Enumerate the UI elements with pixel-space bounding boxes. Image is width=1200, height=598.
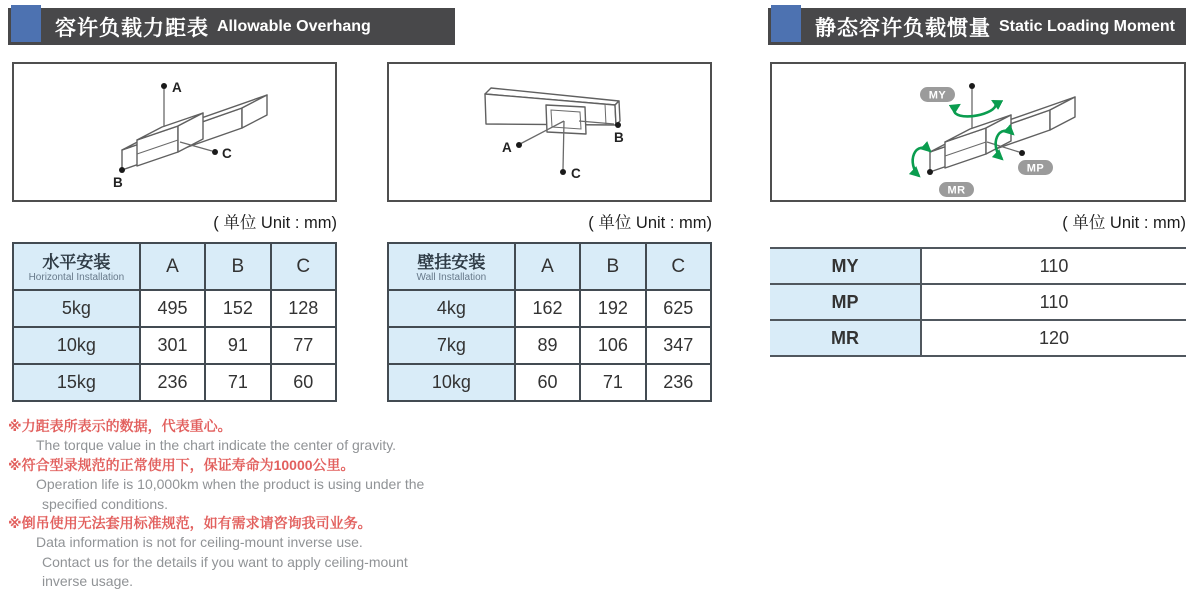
table-header-row [388, 243, 711, 290]
moment-value-cell: 110 [921, 248, 1186, 284]
load-cell: 5kg [13, 290, 140, 327]
load-cell: 10kg [13, 327, 140, 364]
column-header-a: A [140, 243, 205, 290]
section-title-en: Allowable Overhang [217, 17, 371, 35]
moment-value-cell: 120 [921, 320, 1186, 356]
install-type-en: Horizontal Installation [28, 272, 125, 283]
moment-label-cell: MY [770, 248, 921, 284]
unit-label-wall: ( 单位 Unit : mm) [588, 214, 712, 232]
wall-rail-drawing [389, 64, 710, 200]
point-a-dot [516, 142, 522, 148]
value-cell: 106 [580, 327, 645, 364]
point-c-label: C [222, 146, 232, 161]
mp-label: MP [1026, 162, 1045, 175]
table-row [388, 327, 711, 364]
header-accent-square [11, 5, 41, 42]
column-header-b: B [205, 243, 270, 290]
point-b-dot [119, 167, 125, 173]
wall-installation-diagram [387, 62, 712, 202]
table-row [770, 320, 1186, 356]
mr-axis-dot [927, 169, 933, 175]
value-cell: 162 [515, 290, 580, 327]
value-cell: 89 [515, 327, 580, 364]
my-rotation-arrow [954, 101, 995, 116]
note-line: inverse usage. [42, 573, 134, 590]
install-type-cn: 壁挂安装 [417, 253, 486, 272]
point-b-label: B [614, 130, 624, 145]
section-header-allowable [8, 8, 455, 45]
point-a-label: A [172, 80, 182, 95]
install-type-cn: 水平安装 [42, 253, 111, 272]
install-type-en: Wall Installation [416, 272, 487, 283]
my-label: MY [928, 89, 947, 102]
note-line: The torque value in the chart indicate the center of gravity. [36, 437, 397, 454]
moment-label-cell: MP [770, 284, 921, 320]
table-row [13, 327, 336, 364]
note-line: ※符合型录规范的正常使用下，保证寿命为10000公里。 [8, 456, 355, 473]
table-header-row [13, 243, 336, 290]
note-line: ※倒吊使用无法套用标准规范，如有需求请咨询我司业务。 [8, 515, 372, 532]
point-c-dot [212, 149, 218, 155]
mr-label: MR [947, 184, 966, 197]
value-cell: 71 [205, 364, 270, 401]
column-header-c: C [271, 243, 336, 290]
wall-install-table [387, 242, 712, 402]
value-cell: 192 [580, 290, 645, 327]
table-row [770, 284, 1186, 320]
point-a-label: A [502, 140, 512, 155]
point-b-label: B [113, 175, 123, 190]
horizontal-install-table [12, 242, 337, 402]
unit-label-moment: ( 单位 Unit : mm) [1062, 214, 1186, 232]
value-cell: 625 [646, 290, 711, 327]
value-cell: 495 [140, 290, 205, 327]
note-line: ※力距表所表示的数据，代表重心。 [8, 418, 232, 434]
moment-diagram [770, 62, 1186, 202]
value-cell: 236 [646, 364, 711, 401]
moment-table [770, 247, 1186, 357]
table-row [770, 248, 1186, 284]
section-title-cn: 静态容许负载惯量 [815, 16, 991, 40]
column-header-c: C [646, 243, 711, 290]
section-header-moment [768, 8, 1186, 45]
load-cell: 7kg [388, 327, 515, 364]
value-cell: 347 [646, 327, 711, 364]
table-corner-cell [13, 243, 140, 290]
table-row [13, 364, 336, 401]
value-cell: 128 [271, 290, 336, 327]
my-axis-dot [969, 83, 975, 89]
horizontal-installation-diagram [12, 62, 337, 202]
table-corner-cell [388, 243, 515, 290]
note-line: specified conditions. [42, 495, 169, 512]
note-line: Data information is not for ceiling-mount inverse use. [36, 534, 363, 551]
footnotes [8, 417, 508, 592]
load-cell: 10kg [388, 364, 515, 401]
section-title-en: Static Loading Moment [999, 17, 1175, 35]
horizontal-rail-drawing [14, 64, 335, 200]
column-header-a: A [515, 243, 580, 290]
value-cell: 60 [271, 364, 336, 401]
point-b-dot [615, 122, 621, 128]
header-accent-square [771, 5, 801, 42]
unit-label-horizontal: ( 单位 Unit : mm) [213, 214, 337, 232]
moment-label-cell: MR [770, 320, 921, 356]
table-row [388, 290, 711, 327]
point-a-dot [161, 83, 167, 89]
point-c-dot [560, 169, 566, 175]
value-cell: 301 [140, 327, 205, 364]
moment-value-cell: 110 [921, 284, 1186, 320]
value-cell: 71 [580, 364, 645, 401]
note-line: Operation life is 10,000km when the product is using under the [36, 476, 425, 493]
value-cell: 60 [515, 364, 580, 401]
table-row [388, 364, 711, 401]
load-cell: 15kg [13, 364, 140, 401]
load-cell: 4kg [388, 290, 515, 327]
value-cell: 152 [205, 290, 270, 327]
point-c-label: C [571, 166, 581, 181]
column-header-b: B [580, 243, 645, 290]
table-row [13, 290, 336, 327]
mp-axis-dot [1019, 150, 1025, 156]
note-line: Contact us for the details if you want to apply ceiling-mount [42, 553, 408, 570]
section-title-cn: 容许负载力距表 [55, 16, 209, 40]
value-cell: 236 [140, 364, 205, 401]
value-cell: 77 [271, 327, 336, 364]
value-cell: 91 [205, 327, 270, 364]
moment-rail-drawing [772, 64, 1184, 200]
